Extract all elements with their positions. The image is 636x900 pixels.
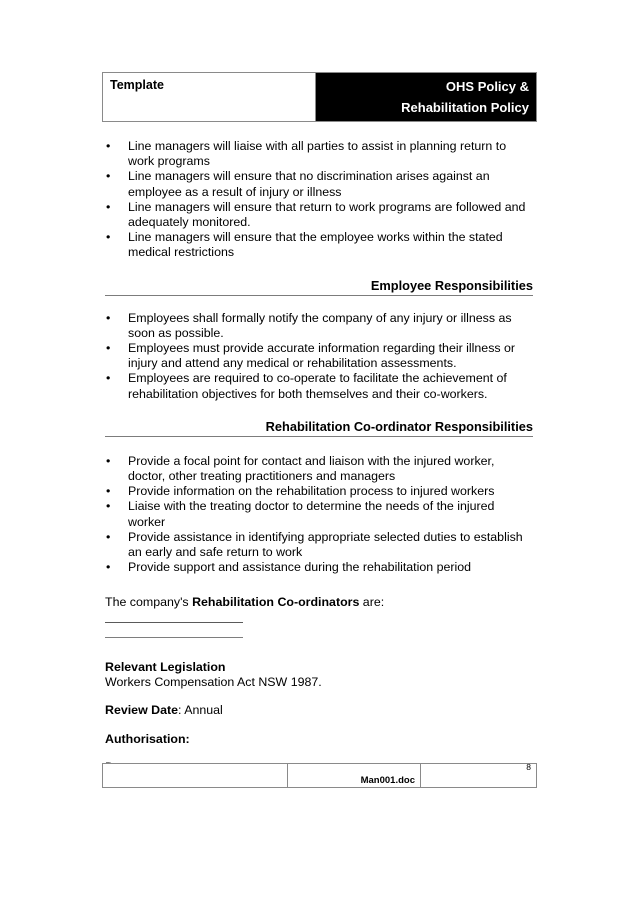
- coordinators-statement-prefix: The company's: [105, 595, 193, 610]
- review-date-label: Review Date: [105, 703, 179, 718]
- bullet-icon: •: [106, 139, 111, 153]
- bullet-icon: •: [106, 310, 111, 325]
- list-item-text: Employees must provide accurate information regarding their illness or injury and attend any medical or rehabilitation assessments.: [128, 341, 516, 371]
- section-heading-coordinator-responsibilities: Rehabilitation Co-ordinator Responsibilities: [105, 419, 533, 437]
- list-item: [105, 454, 535, 484]
- list-item-text: Provide assistance in identifying appropriate selected duties to establish an early and safe return to work: [128, 529, 523, 560]
- legislation-text: Workers Compensation Act NSW 1987.: [105, 675, 322, 690]
- spacer: [105, 261, 535, 278]
- spacer: [105, 575, 535, 595]
- line-manager-bullet-list: [105, 139, 535, 261]
- header-cell-template: [103, 73, 316, 121]
- header-table: [102, 72, 537, 122]
- bullet-icon: •: [106, 371, 111, 386]
- header-cell-title: [316, 73, 536, 121]
- bullet-icon: •: [106, 453, 111, 468]
- spacer: [105, 747, 535, 760]
- list-item-text: Line managers will ensure that return to work programs are followed and adequately monitored.: [128, 199, 526, 230]
- header-title-line-2: Rehabilitation Policy: [401, 100, 529, 115]
- signature-line-1: [105, 622, 243, 623]
- footer-cell-page-number: [421, 764, 536, 787]
- list-item: [105, 311, 535, 341]
- spacer: [105, 638, 535, 660]
- legislation-heading: Relevant Legislation: [105, 659, 226, 674]
- list-item-text: Liaise with the treating doctor to determine the needs of the injured worker: [128, 499, 495, 529]
- list-item: [105, 371, 535, 401]
- list-item-text: Provide information on the rehabilitation process to injured workers: [128, 484, 495, 499]
- spacer: [105, 690, 535, 703]
- coordinators-statement-suffix: are:: [359, 595, 385, 610]
- coordinator-bullet-list: [105, 454, 535, 576]
- bullet-icon: •: [106, 560, 111, 575]
- bullet-icon: •: [106, 169, 111, 184]
- list-item-text: Line managers will ensure that no discrimination arises against an employee as a result of injury or illness: [128, 169, 490, 199]
- spacer: [105, 719, 535, 732]
- header-template-label: Template: [110, 78, 164, 92]
- list-item: [105, 139, 535, 169]
- coordinators-statement: [105, 595, 535, 610]
- list-item-text: Line managers will ensure that the employee works within the stated medical restrictions: [128, 230, 503, 260]
- footer-cell-document-id: [288, 764, 421, 787]
- employee-bullet-list: [105, 311, 535, 402]
- list-item-text: Employees are required to co-operate to facilitate the achievement of rehabilitation objectives for both themselves and their co-workers.: [128, 371, 507, 401]
- footer-document-id: Man001.doc: [360, 775, 415, 786]
- coordinators-statement-bold: Rehabilitation Co-ordinators: [192, 595, 360, 610]
- list-item: [105, 484, 535, 499]
- bullet-icon: •: [106, 199, 111, 214]
- bullet-icon: •: [106, 529, 111, 544]
- list-item: [105, 169, 535, 199]
- bullet-icon: •: [106, 484, 111, 499]
- list-item: [105, 341, 535, 371]
- list-item: [105, 200, 535, 230]
- list-item-text: Employees shall formally notify the company of any injury or illness as soon as possible.: [128, 310, 512, 340]
- footer-table: [102, 763, 537, 788]
- list-item-text: Line managers will liaise with all parties to assist in planning return to work programs: [128, 139, 507, 169]
- footer-cell-empty: [103, 764, 288, 787]
- review-date-value: : Annual: [178, 703, 223, 718]
- document-body: [105, 139, 535, 775]
- spacer: [105, 402, 535, 419]
- bullet-icon: •: [106, 499, 111, 514]
- spacer: [105, 296, 535, 311]
- spacer: [105, 437, 535, 454]
- authorisation-label: Authorisation:: [105, 731, 190, 746]
- list-item: [105, 560, 535, 575]
- bullet-icon: •: [106, 341, 111, 356]
- list-item-text: Provide a focal point for contact and liaison with the injured worker, doctor, other treating practitioners and managers: [128, 453, 495, 484]
- bullet-icon: •: [106, 230, 111, 245]
- review-date-row: [105, 703, 535, 718]
- section-heading-employee-responsibilities: Employee Responsibilities: [105, 278, 533, 296]
- footer-page-number: 8: [526, 762, 531, 772]
- list-item: [105, 499, 535, 529]
- list-item-text: Provide support and assistance during the rehabilitation period: [128, 560, 472, 575]
- list-item: [105, 230, 535, 260]
- header-title-line-1: OHS Policy &: [445, 79, 529, 94]
- list-item: [105, 530, 535, 560]
